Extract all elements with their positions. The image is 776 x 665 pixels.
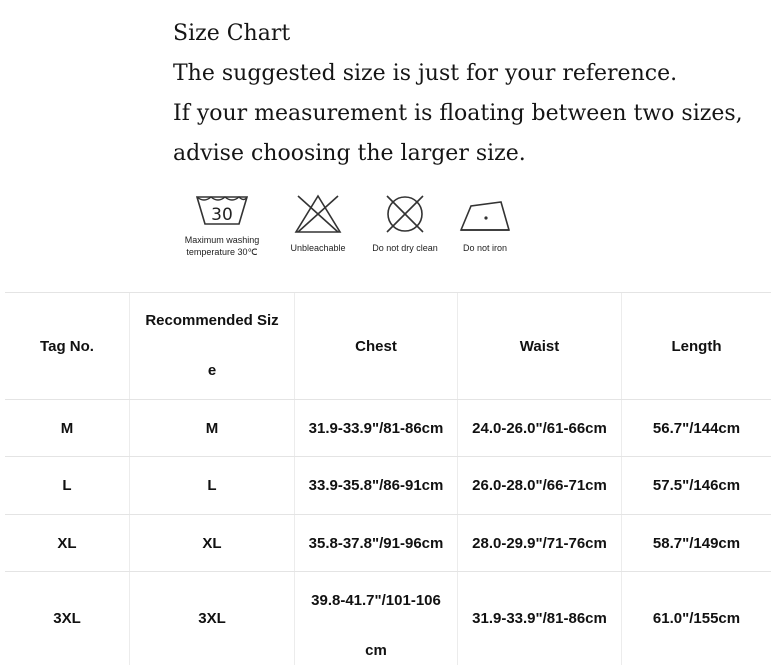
no-iron-icon <box>457 192 513 236</box>
cell-waist: 26.0-28.0"/66-71cm <box>458 457 622 514</box>
care-label-bleach: Unbleachable <box>290 243 346 253</box>
header-length: Length <box>671 337 722 355</box>
header-recommended-size <box>130 293 295 399</box>
care-item-iron <box>452 192 518 254</box>
cell-waist: 24.0-26.0"/61-66cm <box>458 400 622 456</box>
care-item-wash <box>170 192 274 258</box>
cell-tag: M <box>5 400 130 456</box>
table-row <box>5 572 771 665</box>
wash-30-icon <box>194 192 250 228</box>
header-recommended-size-line2: e <box>207 362 217 379</box>
cell-length: 56.7"/144cm <box>652 419 741 437</box>
cell-tag: L <box>5 457 130 514</box>
intro-line-3: advise choosing the larger size. <box>173 141 526 166</box>
care-label-wash-2: temperature 30℃ <box>186 247 258 257</box>
cell-recommended: 3XL <box>130 572 295 665</box>
table-header-row <box>5 293 771 400</box>
cell-chest: 31.9-33.9"/81-86cm <box>295 400 458 456</box>
care-label-dry-clean: Do not dry clean <box>372 243 438 253</box>
page-title: Size Chart <box>173 21 291 46</box>
care-label-iron: Do not iron <box>462 243 508 253</box>
care-item-dry-clean <box>362 192 448 254</box>
no-dry-clean-icon <box>381 192 429 236</box>
cell-length: 61.0"/155cm <box>652 610 741 627</box>
cell-waist: 28.0-29.9"/71-76cm <box>458 515 622 571</box>
header-recommended-size-line1: Recommended Siz <box>145 312 279 329</box>
wash-temperature-text: 30 <box>211 205 233 225</box>
no-bleach-icon <box>292 192 344 236</box>
cell-recommended: XL <box>130 515 295 571</box>
intro-line-2: If your measurement is floating between two sizes, <box>173 101 743 126</box>
cell-chest: 35.8-37.8"/91-96cm <box>295 515 458 571</box>
care-item-bleach <box>280 192 356 254</box>
header-tag-no: Tag No. <box>5 293 130 399</box>
care-label-wash-1: Maximum washing <box>184 235 260 245</box>
table-row <box>5 457 771 515</box>
cell-chest <box>295 572 458 665</box>
cell-chest-line1: 39.8-41.7"/101-106 <box>311 592 441 609</box>
cell-recommended: M <box>130 400 295 456</box>
care-instructions <box>170 192 530 272</box>
table-row <box>5 400 771 457</box>
table-row <box>5 515 771 572</box>
header-waist: Waist <box>458 293 622 399</box>
cell-waist: 31.9-33.9"/81-86cm <box>458 572 622 665</box>
header-chest: Chest <box>295 293 458 399</box>
size-chart-intro <box>173 14 743 174</box>
intro-line-1: The suggested size is just for your reference. <box>173 61 678 86</box>
size-table <box>5 292 771 665</box>
cell-tag: XL <box>5 515 130 571</box>
cell-recommended: L <box>130 457 295 514</box>
cell-length: 57.5"/146cm <box>652 477 741 494</box>
cell-length: 58.7"/149cm <box>652 534 741 552</box>
cell-tag: 3XL <box>5 572 130 665</box>
cell-chest: 33.9-35.8"/86-91cm <box>295 457 458 514</box>
cell-chest-line2: cm <box>365 642 387 659</box>
